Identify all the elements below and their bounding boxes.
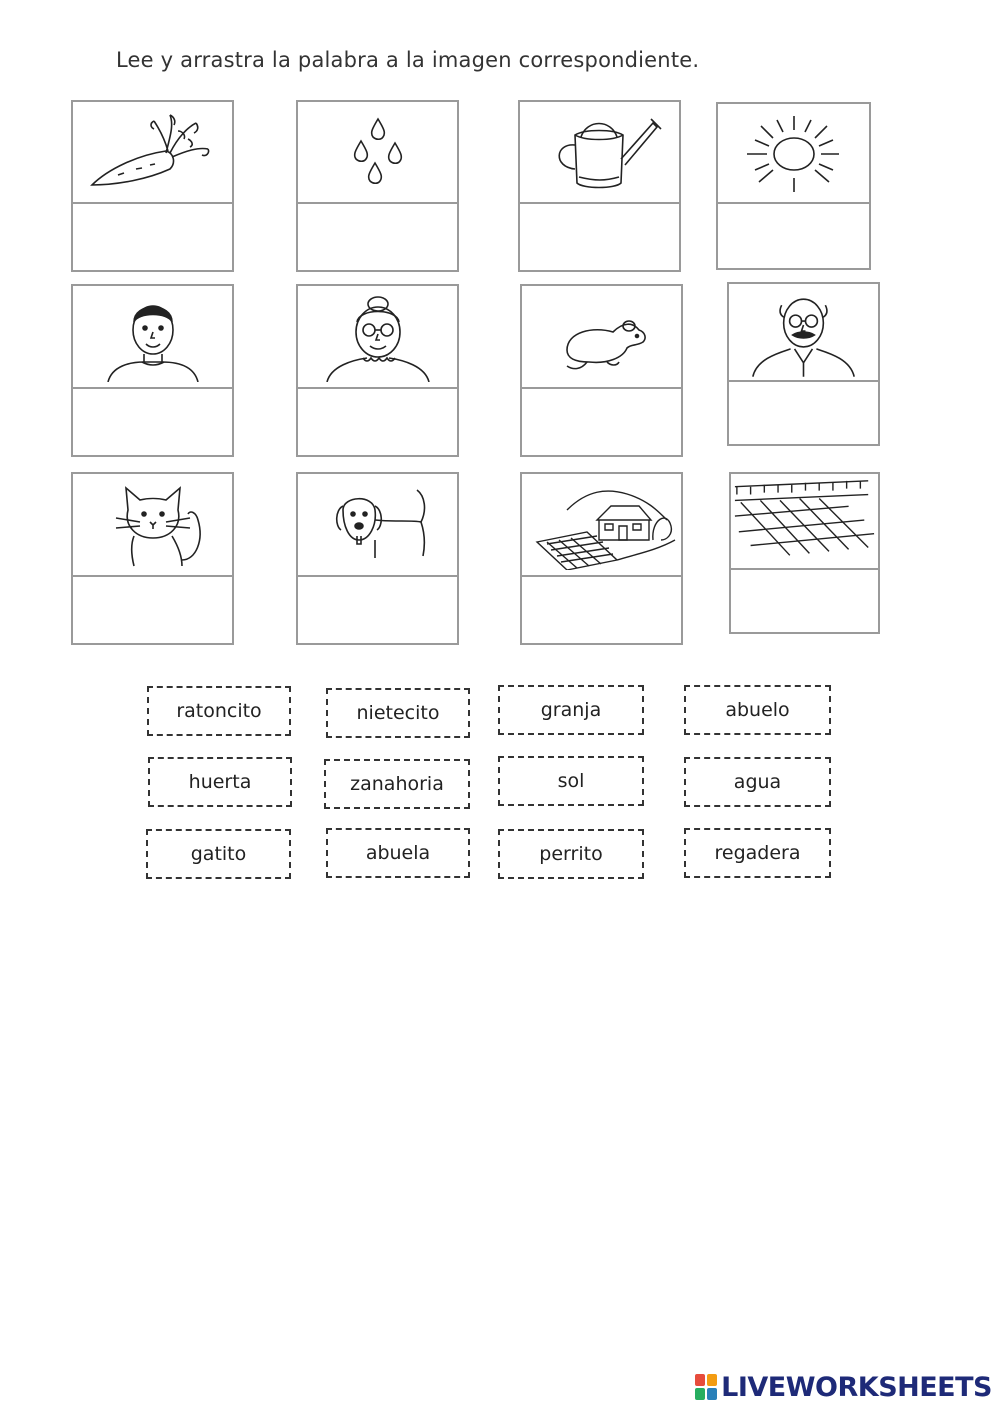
word-tile-perrito[interactable]: perrito: [498, 829, 644, 879]
word-tile-abuela[interactable]: abuela: [326, 828, 470, 878]
farm-icon: [522, 474, 681, 577]
drop-zone[interactable]: [522, 577, 681, 643]
drop-zone[interactable]: [73, 204, 232, 270]
vegetable-garden-icon: [731, 474, 878, 570]
mouse-icon: [522, 286, 681, 389]
drop-zone[interactable]: [298, 577, 457, 643]
word-tile-gatito[interactable]: gatito: [146, 829, 291, 879]
word-tile-granja[interactable]: granja: [498, 685, 644, 735]
drop-zone[interactable]: [731, 570, 878, 632]
farm-card: [520, 472, 683, 645]
grandfather-icon: [729, 284, 878, 382]
logo-text: LIVEWORKSHEETS: [721, 1371, 992, 1403]
instruction-text: Lee y arrastra la palabra a la imagen correspondiente.: [116, 48, 700, 72]
drop-zone[interactable]: [729, 382, 878, 444]
water-drops-icon: [298, 102, 457, 204]
cat-icon: [73, 474, 232, 577]
logo-mark-icon: [695, 1374, 717, 1400]
word-tile-sol[interactable]: sol: [498, 756, 644, 806]
boy-icon: [73, 286, 232, 389]
grandmother-card: [296, 284, 459, 457]
mouse-card: [520, 284, 683, 457]
word-tile-huerta[interactable]: huerta: [148, 757, 292, 807]
watering-can-icon: [520, 102, 679, 204]
carrot-card: [71, 100, 234, 272]
grandmother-icon: [298, 286, 457, 389]
boy-card: [71, 284, 234, 457]
drop-zone[interactable]: [73, 577, 232, 643]
drop-zone[interactable]: [520, 204, 679, 270]
water-drops-card: [296, 100, 459, 272]
dog-card: [296, 472, 459, 645]
word-tile-nietecito[interactable]: nietecito: [326, 688, 470, 738]
grandfather-card: [727, 282, 880, 446]
word-tile-agua[interactable]: agua: [684, 757, 831, 807]
vegetable-garden-card: [729, 472, 880, 634]
drop-zone[interactable]: [522, 389, 681, 455]
sun-card: [716, 102, 871, 270]
sun-icon: [718, 104, 869, 204]
drop-zone[interactable]: [298, 204, 457, 270]
word-tile-zanahoria[interactable]: zanahoria: [324, 759, 470, 809]
drop-zone[interactable]: [73, 389, 232, 455]
dog-icon: [298, 474, 457, 577]
liveworksheets-logo: [695, 1369, 992, 1405]
drop-zone[interactable]: [298, 389, 457, 455]
word-tile-ratoncito[interactable]: ratoncito: [147, 686, 291, 736]
word-tile-regadera[interactable]: regadera: [684, 828, 831, 878]
carrot-icon: [73, 102, 232, 204]
drop-zone[interactable]: [718, 204, 869, 268]
cat-card: [71, 472, 234, 645]
word-tile-abuelo[interactable]: abuelo: [684, 685, 831, 735]
watering-can-card: [518, 100, 681, 272]
